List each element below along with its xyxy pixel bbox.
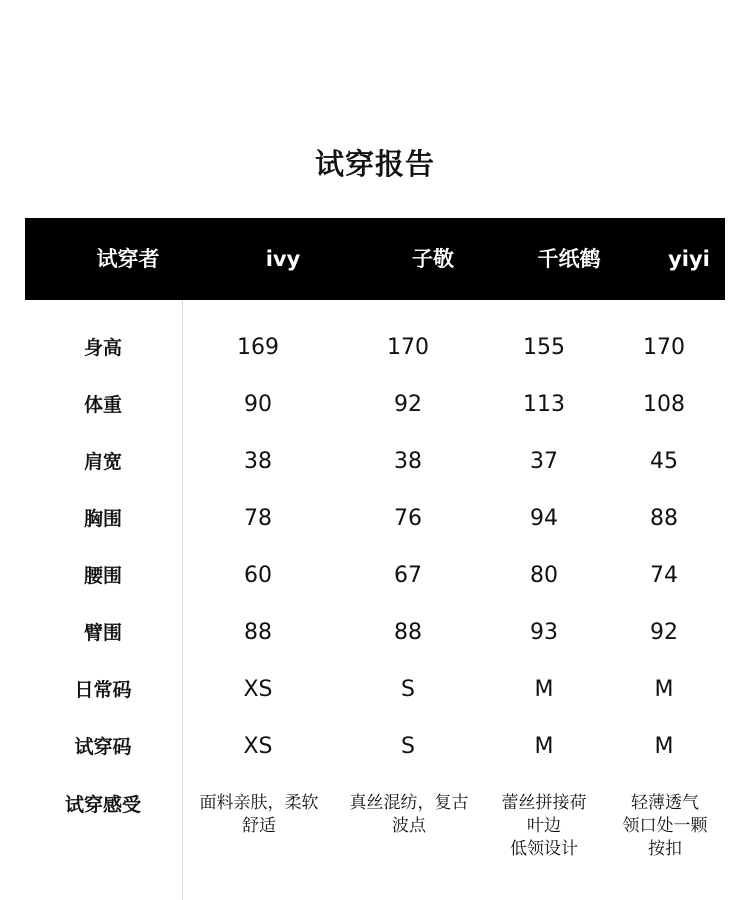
feedback-line: 领口处一颗 [622, 816, 708, 836]
cell-value: 60 [244, 563, 272, 588]
header-tester-3: 千纸鹤 [537, 247, 601, 271]
feedback-line: 波点 [392, 816, 426, 836]
row-label: 胸围 [83, 508, 122, 530]
cell-value: S [401, 677, 415, 702]
cell-value: M [654, 677, 674, 702]
table-row-trial-size [0, 727, 750, 767]
feedback-cell-2 [335, 792, 483, 838]
header-tester-4: yiyi [668, 247, 710, 271]
row-label: 体重 [83, 394, 122, 416]
cell-value: 90 [244, 392, 272, 417]
cell-value: 88 [394, 620, 422, 645]
cell-value: XS [243, 677, 273, 702]
feedback-cell-1 [183, 792, 335, 838]
cell-value: 88 [650, 506, 678, 531]
feedback-line: 轻薄透气 [631, 793, 699, 813]
cell-value: 169 [237, 335, 279, 360]
report-title: 试穿报告 [314, 147, 435, 181]
table-row-bust [0, 499, 750, 539]
feedback-line: 叶边 [527, 816, 561, 836]
feedback-label: 试穿感受 [64, 794, 141, 816]
cell-value: 155 [523, 335, 565, 360]
row-label: 身高 [83, 337, 122, 359]
header-tester-2: 子敬 [412, 247, 454, 271]
cell-value: 38 [244, 449, 272, 474]
cell-value: 80 [530, 563, 558, 588]
cell-value: 108 [643, 392, 685, 417]
cell-value: M [534, 677, 554, 702]
cell-value: 170 [643, 335, 685, 360]
cell-value: M [654, 734, 674, 759]
cell-value: XS [243, 734, 273, 759]
cell-value: 113 [523, 392, 565, 417]
feedback-line: 按扣 [648, 839, 682, 859]
feedback-line: 面料亲肤，柔软 [199, 793, 319, 813]
feedback-line: 低领设计 [510, 839, 578, 859]
header-tester-1: ivy [265, 247, 301, 271]
row-label: 日常码 [74, 679, 132, 701]
cell-value: 92 [650, 620, 678, 645]
cell-value: 93 [530, 620, 558, 645]
cell-value: 78 [244, 506, 272, 531]
table-header [25, 218, 725, 300]
cell-value: 76 [394, 506, 422, 531]
table-row-waist [0, 556, 750, 596]
cell-value: S [401, 734, 415, 759]
cell-value: 94 [530, 506, 558, 531]
cell-value: 38 [394, 449, 422, 474]
cell-value: 74 [650, 563, 678, 588]
cell-value: 88 [244, 620, 272, 645]
cell-value: 37 [530, 449, 558, 474]
feedback-cell-4 [605, 792, 725, 861]
table-row-height [0, 328, 750, 368]
cell-value: 45 [650, 449, 678, 474]
table-row-shoulder [0, 442, 750, 482]
feedback-line: 真丝混纺，复古 [349, 793, 469, 813]
table-row-daily-size [0, 670, 750, 710]
row-label: 腰围 [83, 565, 122, 587]
cell-value: 67 [394, 563, 422, 588]
cell-value: 170 [387, 335, 429, 360]
header-label-tester: 试穿者 [96, 247, 160, 271]
table-row-weight [0, 385, 750, 425]
feedback-line: 蕾丝拼接荷 [501, 793, 587, 813]
feedback-line: 舒适 [242, 816, 276, 836]
row-label: 臂围 [83, 622, 122, 644]
row-label: 肩宽 [83, 451, 122, 473]
row-label: 试穿码 [74, 736, 132, 758]
feedback-cell-3 [483, 792, 605, 861]
cell-value: M [534, 734, 554, 759]
cell-value: 92 [394, 392, 422, 417]
table-row-arm [0, 613, 750, 653]
